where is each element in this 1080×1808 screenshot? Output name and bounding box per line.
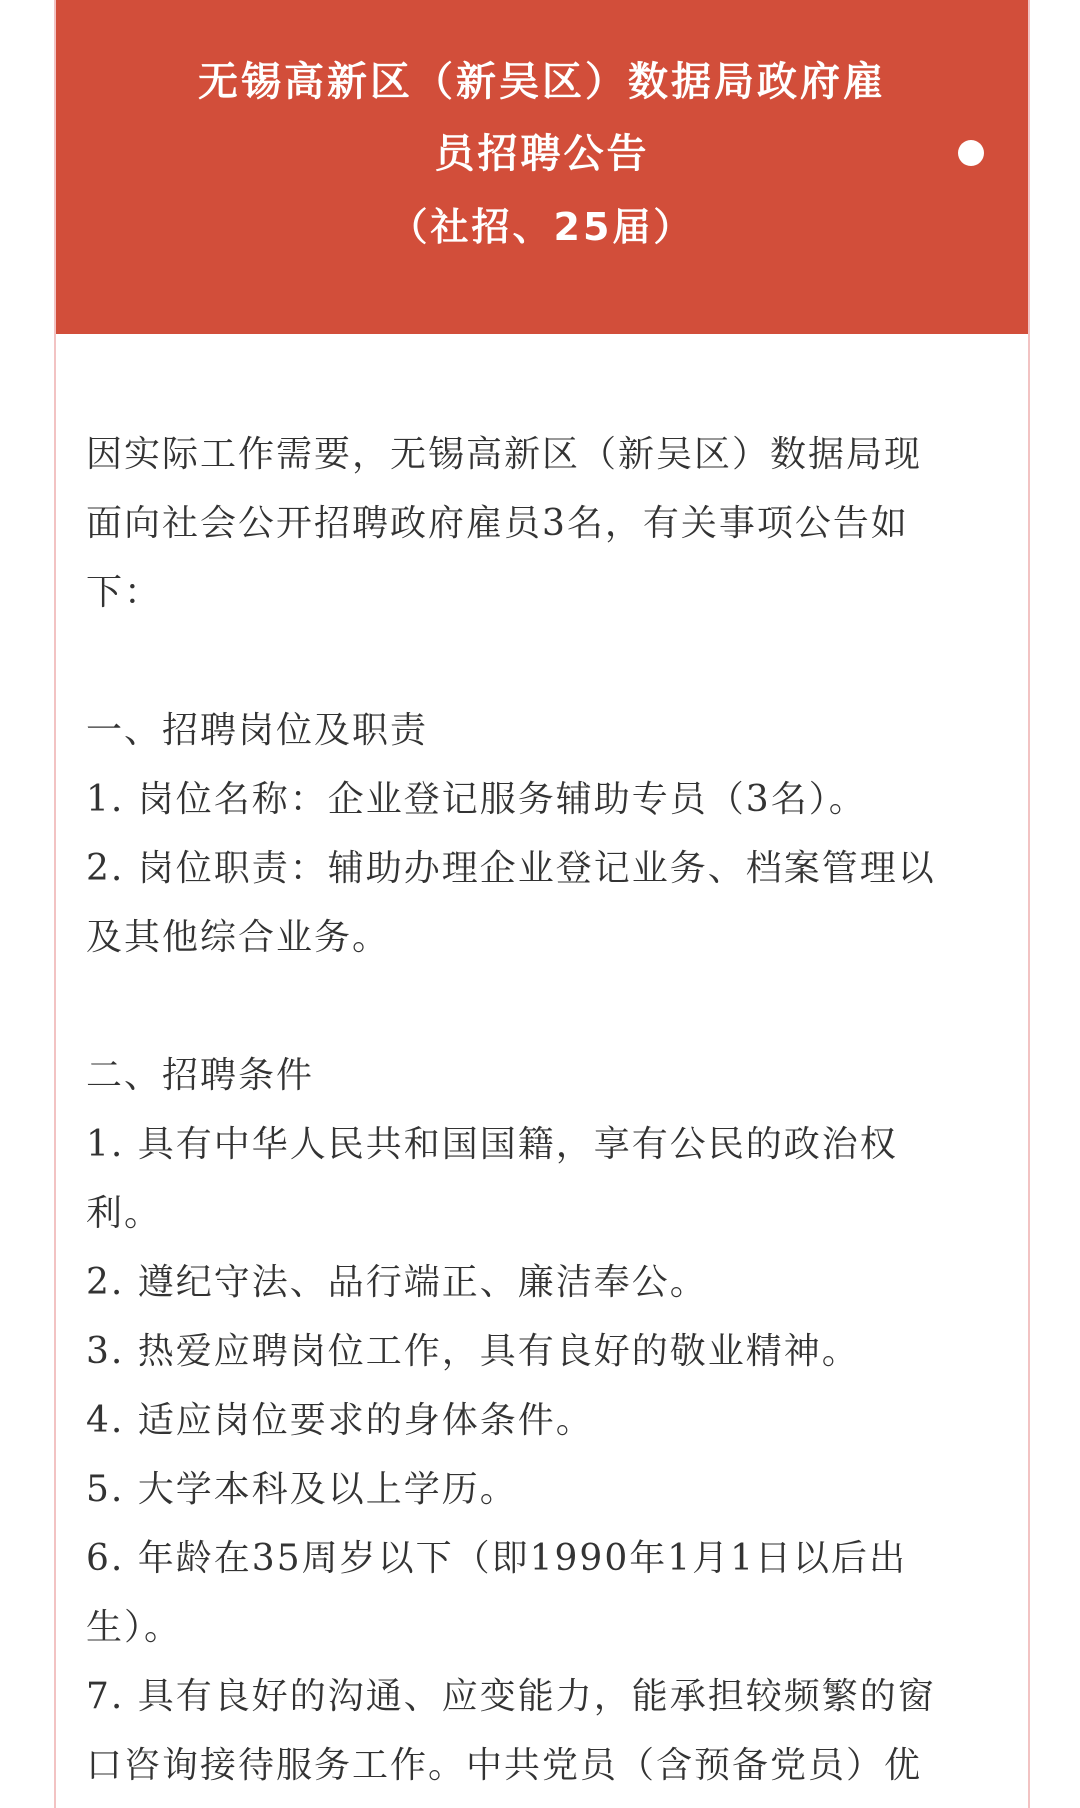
spacer [86, 627, 1006, 696]
title-banner [56, 0, 1028, 334]
section-line: 7. 具有良好的沟通、应变能力，能承担较频繁的窗 [86, 1676, 936, 1717]
dot-decoration-icon [958, 140, 984, 166]
spacer [86, 972, 1006, 1041]
title-line-1: 无锡高新区（新吴区）数据局政府雇 [198, 59, 886, 105]
section-heading: 一、招聘岗位及职责 [86, 710, 429, 751]
section-line: 5. 大学本科及以上学历。 [86, 1469, 518, 1510]
section-line: 4. 适应岗位要求的身体条件。 [86, 1400, 594, 1441]
section-line: 3. 热爱应聘岗位工作，具有良好的敬业精神。 [86, 1331, 860, 1372]
intro-line: 下： [86, 572, 163, 613]
article-card [54, 0, 1030, 1808]
title-line-3: （社招、25届） [389, 205, 695, 249]
article-body [86, 420, 1006, 1800]
section-line: 利。 [86, 1193, 163, 1234]
section-line: 6. 年龄在35周岁以下（即1990年1月1日以后出 [86, 1538, 908, 1579]
section-line: 口咨询接待服务工作。中共党员（含预备党员）优 [86, 1745, 923, 1786]
section-line: 生）。 [86, 1607, 183, 1648]
section-line: 及其他综合业务。 [86, 917, 391, 958]
section-line: 2. 岗位职责：辅助办理企业登记业务、档案管理以 [86, 848, 936, 889]
intro-line: 面向社会公开招聘政府雇员3名，有关事项公告如 [86, 503, 909, 544]
title-line-2: 员招聘公告 [434, 131, 650, 177]
section-heading: 二、招聘条件 [86, 1055, 315, 1096]
section-line: 1. 具有中华人民共和国国籍，享有公民的政治权 [86, 1124, 898, 1165]
intro-line: 因实际工作需要，无锡高新区（新吴区）数据局现 [86, 434, 923, 475]
section-line: 1. 岗位名称：企业登记服务辅助专员（3名）。 [86, 779, 867, 820]
section-line: 2. 遵纪守法、品行端正、廉洁奉公。 [86, 1262, 708, 1303]
